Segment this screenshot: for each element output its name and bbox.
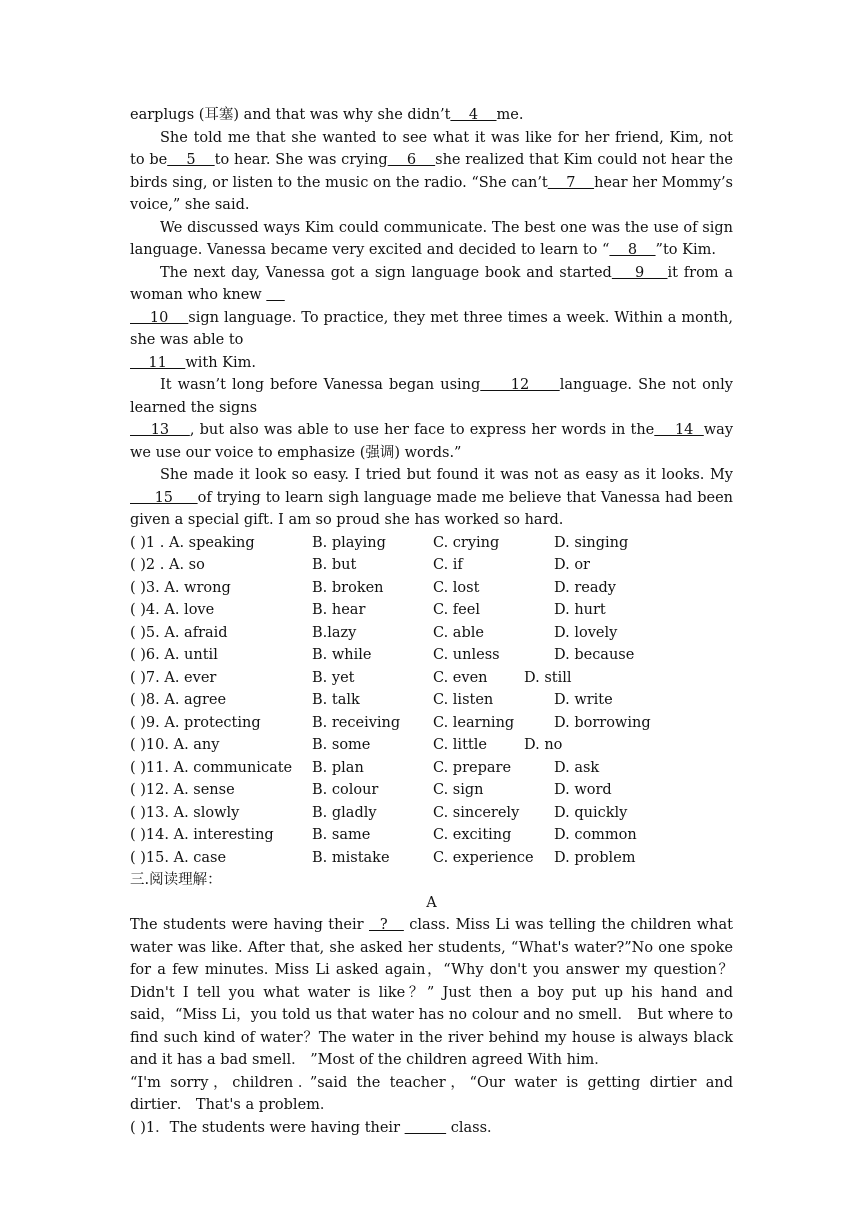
option-b: B. playing <box>312 534 386 551</box>
passage-line-top: earplugs (耳塞) and that was why she didn’t 4 me. <box>130 107 524 123</box>
options-list <box>130 532 733 870</box>
option-row <box>130 599 733 622</box>
section-heading: 三.阅读理解： <box>130 872 222 888</box>
option-c: C. feel <box>433 602 480 618</box>
blank-trailing <box>266 287 284 303</box>
blank-13: 13 <box>130 422 190 438</box>
passage-paragraph-3: We discussed ways Kim could communicate. The best one was the use of sign language. Vanessa became very excited and decided to learn to “ 8 ”to Kim. <box>130 219 733 258</box>
passage-paragraph-6: She made it look so easy. I tried but found it was not as easy as it looks. My 15 of trying to learn sigh language made me believe that Vanessa had been given a special gift. I am so proud she has worked so hard. <box>130 467 733 528</box>
option-c: C. crying <box>433 534 500 551</box>
option-d: D. hurt <box>554 602 606 618</box>
option-question: ( )12. A. sense <box>130 782 235 798</box>
reading-paragraph-1: The students were having their ? class. Miss Li was telling the children what water was like. After that, she asked her students, “What's water?”No one spoke for a few minutes. Miss Li asked again，“Why don't you answer my question？Didn't I tell you what water is like？” Just then a boy put up his hand and said，“Miss Li，you told us that water has no colour and no smell． But where to find such kind of water？The water in the river behind my house is always black and it has a bad smell． ”Most of the children agreed With him． <box>130 917 733 1068</box>
option-b: B. gladly <box>312 804 377 821</box>
option-d: D. common <box>554 827 637 843</box>
option-c: C. unless <box>433 647 500 663</box>
option-row <box>130 577 733 600</box>
option-b: B. colour <box>312 782 379 798</box>
option-d: D. or <box>554 557 590 573</box>
option-question: ( )7. A. ever <box>130 669 217 686</box>
option-row <box>130 532 733 555</box>
option-row <box>130 712 733 735</box>
option-c: C. even <box>433 669 488 686</box>
option-question: ( )14. A. interesting <box>130 827 274 843</box>
passage-paragraph-2: She told me that she wanted to see what it was like for her friend, Kim, not to be 5 to hear. She was crying 6 she realized that Kim could not hear the birds sing, or listen to the music on the radio. “She can’t 7 hear her Mommy’s voice,” she said. <box>130 129 733 213</box>
blank-12: 12 <box>480 377 560 393</box>
option-c: C. sincerely <box>433 804 520 821</box>
option-d: D. no <box>524 737 563 753</box>
option-d: D. ask <box>554 759 600 776</box>
blank-15: 15 <box>130 489 198 506</box>
option-b: B. but <box>312 557 357 573</box>
option-question: ( )4. A. love <box>130 602 215 618</box>
option-row <box>130 667 733 690</box>
option-d: D. borrowing <box>554 714 651 731</box>
option-b: B. yet <box>312 669 355 686</box>
option-row <box>130 689 733 712</box>
passage-paragraph-5b: 13 , but also was able to use her face to express her words in the 14 way we use our voice to emphasize (强调) words.” <box>130 422 734 461</box>
option-c: C. able <box>433 624 484 641</box>
option-question: ( )9. A. protecting <box>130 714 261 731</box>
option-row <box>130 779 733 802</box>
option-c: C. experience <box>433 849 534 866</box>
option-row <box>130 802 733 825</box>
option-c: C. sign <box>433 782 484 798</box>
option-d: D. quickly <box>554 804 628 821</box>
reading-paragraph-2: “I'm sorry，children．”said the teacher，“Our water is getting dirtier and dirtier． That's a problem． <box>130 1074 733 1113</box>
option-d: D. word <box>554 782 612 798</box>
blank-11: 11 <box>130 354 186 371</box>
reading-blank: ? <box>369 917 404 933</box>
option-row <box>130 847 733 870</box>
option-question: ( )5. A. afraid <box>130 624 228 641</box>
option-b: B. broken <box>312 579 384 596</box>
option-d: D. problem <box>554 849 636 866</box>
option-c: C. listen <box>433 692 494 708</box>
option-question: ( )6. A. until <box>130 647 218 663</box>
reading-letter: A <box>426 894 437 911</box>
passage-paragraph-4b: 10 sign language. To practice, they met three times a week. Within a month, she was able to <box>130 309 733 348</box>
option-b: B. plan <box>312 759 364 776</box>
option-d: D. lovely <box>554 624 618 641</box>
passage-paragraph-4c: 11 with Kim. <box>130 354 256 371</box>
blank-10: 10 <box>130 309 189 326</box>
option-b: B. talk <box>312 692 360 708</box>
blank-6: 6 <box>387 152 436 168</box>
reading-question-1: ( )1．The students were having their class． <box>130 1119 502 1136</box>
option-b: B. mistake <box>312 849 390 866</box>
option-b: B. while <box>312 647 372 663</box>
page-content <box>130 104 733 1139</box>
question-blank <box>405 1120 446 1136</box>
option-d: D. ready <box>554 579 616 596</box>
option-row <box>130 554 733 577</box>
option-row <box>130 734 733 757</box>
option-question: ( )10. A. any <box>130 737 220 753</box>
option-question: ( )13. A. slowly <box>130 804 240 821</box>
option-row <box>130 622 733 645</box>
option-b: B. hear <box>312 602 366 618</box>
blank-5: 5 <box>167 152 215 168</box>
option-d: D. still <box>524 669 572 686</box>
option-b: B. same <box>312 827 371 843</box>
option-question: ( )15. A. case <box>130 849 227 866</box>
blank-7: 7 <box>547 174 595 191</box>
blank-9: 9 <box>611 264 668 281</box>
option-d: D. singing <box>554 534 629 551</box>
option-c: C. exciting <box>433 827 512 843</box>
option-c: C. prepare <box>433 759 512 776</box>
option-row <box>130 757 733 780</box>
option-b: B. receiving <box>312 714 401 731</box>
blank-14: 14 <box>654 422 704 438</box>
option-b: B. some <box>312 737 371 753</box>
option-b: B.lazy <box>312 624 357 641</box>
passage-paragraph-5a: It wasn’t long before Vanessa began using 12 language. She not only learned the signs <box>130 377 733 416</box>
passage-paragraph-4a: The next day, Vanessa got a sign language book and started 9 it from a woman who knew <box>130 264 733 303</box>
option-question: ( )11. A. communicate <box>130 759 293 776</box>
option-row <box>130 824 733 847</box>
option-c: C. lost <box>433 579 480 596</box>
option-d: D. because <box>554 647 635 663</box>
option-question: ( )3. A. wrong <box>130 579 231 596</box>
option-c: C. if <box>433 557 463 573</box>
blank-8: 8 <box>609 242 656 258</box>
option-d: D. write <box>554 692 613 708</box>
option-question: ( )1 . A. speaking <box>130 534 255 551</box>
option-c: C. little <box>433 737 487 753</box>
option-c: C. learning <box>433 714 515 731</box>
option-row <box>130 644 733 667</box>
blank-4: 4 <box>450 107 497 123</box>
option-question: ( )2 . A. so <box>130 557 205 573</box>
option-question: ( )8. A. agree <box>130 692 227 708</box>
